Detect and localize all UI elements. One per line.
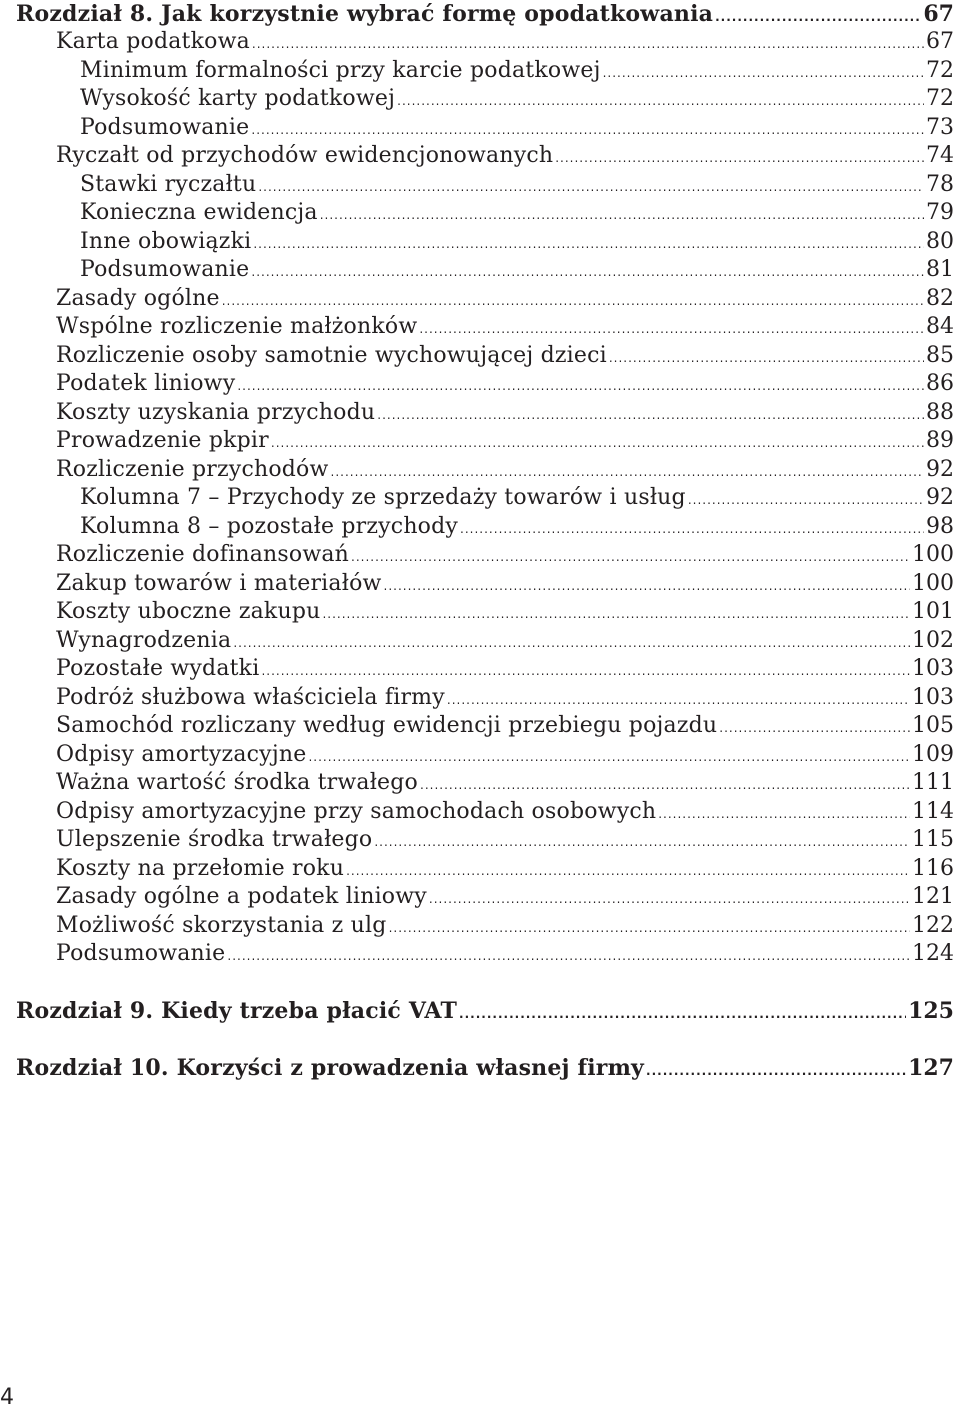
toc-section-entry <box>56 769 954 797</box>
toc-dot-leader <box>377 401 924 429</box>
toc-dot-leader <box>251 258 924 286</box>
toc-entry-title: Zasady ogólne <box>56 286 220 311</box>
toc-section-entry <box>56 741 954 769</box>
toc-section-entry <box>56 541 954 569</box>
toc-dot-leader <box>233 629 910 657</box>
toc-chapter-entry <box>16 1054 954 1082</box>
toc-subsection-entry <box>80 85 954 113</box>
toc-entry-title: Karta podatkowa <box>56 29 250 54</box>
toc-subsection-entry <box>80 513 954 541</box>
toc-entry-page: 103 <box>912 685 954 710</box>
toc-entry-title: Zasady ogólne a podatek liniowy <box>56 884 427 909</box>
toc-entry-title: Rozdział 10. Korzyści z prowadzenia własnej firmy <box>16 1055 645 1081</box>
toc-section-entry <box>56 370 954 398</box>
toc-section-entry <box>56 28 954 56</box>
toc-dot-leader <box>420 771 910 799</box>
toc-entry-title: Rozliczenie osoby samotnie wychowującej dzieci <box>56 343 607 368</box>
toc-entry-page: 82 <box>926 286 954 311</box>
toc-section-entry <box>56 313 954 341</box>
toc-entry-page: 102 <box>912 628 954 653</box>
toc-dot-leader <box>719 714 910 742</box>
toc-entry-page: 101 <box>912 599 954 624</box>
toc-entry-page: 86 <box>926 371 954 396</box>
toc-dot-leader <box>322 600 910 628</box>
toc-entry-title: Kolumna 7 – Przychody ze sprzedaży towarów i usług <box>80 485 686 510</box>
toc-entry-title: Ważna wartość środka trwałego <box>56 770 419 795</box>
toc-entry-title: Stawki ryczałtu <box>80 172 257 197</box>
toc-entry-page: 89 <box>926 428 954 453</box>
toc-entry-title: Podróż służbowa właściciela firmy <box>56 685 445 710</box>
page-number: 4 <box>0 1385 14 1410</box>
toc-dot-leader <box>252 30 924 58</box>
toc-entry-title: Koszty na przełomie roku <box>56 856 345 881</box>
toc-section-entry <box>56 912 954 940</box>
toc-section-entry <box>56 627 954 655</box>
toc-dot-leader <box>603 59 924 87</box>
toc-entry-title: Odpisy amortyzacyjne <box>56 742 307 767</box>
toc-entry-page: 115 <box>912 827 954 852</box>
toc-dot-leader <box>251 116 924 144</box>
toc-section-entry <box>56 142 954 170</box>
toc-dot-leader <box>646 1057 906 1085</box>
toc-subsection-entry <box>80 199 954 227</box>
toc-dot-leader <box>237 372 924 400</box>
toc-entry-page: 92 <box>926 485 954 510</box>
toc-entry-page: 109 <box>912 742 954 767</box>
toc-entry-title: Rozdział 9. Kiedy trzeba płacić VAT <box>16 998 458 1024</box>
toc-entry-page: 92 <box>926 457 954 482</box>
toc-entry-page: 72 <box>926 86 954 111</box>
toc-dot-leader <box>389 914 910 942</box>
toc-chapter-entry <box>16 0 954 28</box>
toc-subsection-entry <box>80 171 954 199</box>
toc-entry-page: 72 <box>926 58 954 83</box>
toc-dot-leader <box>258 173 924 201</box>
toc-entry-page: 98 <box>926 514 954 539</box>
toc-entry-title: Inne obowiązki <box>80 229 252 254</box>
toc-entry-page: 74 <box>926 143 954 168</box>
toc-entry-title: Rozdział 8. Jak korzystnie wybrać formę opodatkowania <box>16 1 714 27</box>
toc-entry-page: 67 <box>923 1 954 27</box>
toc-entry-page: 85 <box>926 343 954 368</box>
toc-section-entry <box>56 570 954 598</box>
toc-dot-leader <box>384 572 910 600</box>
toc-entry-title: Wysokość karty podatkowej <box>80 86 396 111</box>
toc-subsection-entry <box>80 484 954 512</box>
toc-entry-title: Pozostałe wydatki <box>56 656 260 681</box>
toc-dot-leader <box>253 230 924 258</box>
toc-entry-title: Kolumna 8 – pozostałe przychody <box>80 514 459 539</box>
toc-dot-leader <box>271 429 924 457</box>
toc-entry-title: Koszty uzyskania przychodu <box>56 400 376 425</box>
toc-entry-title: Podsumowanie <box>56 941 226 966</box>
toc-entry-page: 73 <box>926 115 954 140</box>
toc-dot-leader <box>308 743 910 771</box>
toc-section-entry <box>56 399 954 427</box>
toc-entry-title: Samochód rozliczany według ewidencji przebiegu pojazdu <box>56 713 718 738</box>
toc-entry-page: 114 <box>912 799 954 824</box>
toc-entry-page: 122 <box>912 913 954 938</box>
toc-dot-leader <box>222 287 924 315</box>
toc-entry-title: Wspólne rozliczenie małżonków <box>56 314 418 339</box>
toc-entry-title: Podsumowanie <box>80 257 250 282</box>
toc-entry-title: Odpisy amortyzacyjne przy samochodach osobowych <box>56 799 657 824</box>
toc-entry-page: 100 <box>912 542 954 567</box>
toc-entry-page: 78 <box>926 172 954 197</box>
toc-dot-leader <box>227 942 910 970</box>
toc-section-entry <box>56 883 954 911</box>
toc-dot-leader <box>715 3 921 31</box>
toc-dot-leader <box>658 800 910 828</box>
toc-entry-page: 103 <box>912 656 954 681</box>
toc-entry-page: 88 <box>926 400 954 425</box>
toc-entry-page: 84 <box>926 314 954 339</box>
toc-dot-leader <box>688 486 924 514</box>
toc-entry-title: Wynagrodzenia <box>56 628 232 653</box>
toc-section-entry <box>56 712 954 740</box>
toc-dot-leader <box>351 543 910 571</box>
toc-entry-title: Rozliczenie dofinansowań <box>56 542 350 567</box>
toc-dot-leader <box>331 458 924 486</box>
toc-section-entry <box>56 342 954 370</box>
toc-section-entry <box>56 940 954 968</box>
toc-section-entry <box>56 285 954 313</box>
toc-entry-page: 127 <box>908 1055 954 1081</box>
toc-entry-page: 80 <box>926 229 954 254</box>
toc-entry-title: Podatek liniowy <box>56 371 236 396</box>
toc-entry-page: 121 <box>912 884 954 909</box>
toc-dot-leader <box>460 515 924 543</box>
toc-entry-title: Konieczna ewidencja <box>80 200 318 225</box>
toc-section-entry <box>56 598 954 626</box>
toc-section-entry <box>56 684 954 712</box>
toc-section-entry <box>56 456 954 484</box>
toc-dot-leader <box>397 87 924 115</box>
toc-entry-page: 81 <box>926 257 954 282</box>
toc-dot-leader <box>346 857 910 885</box>
toc-entry-title: Prowadzenie pkpir <box>56 428 269 453</box>
toc-section-entry <box>56 427 954 455</box>
toc-entry-title: Możliwość skorzystania z ulg <box>56 913 387 938</box>
toc-dot-leader <box>429 885 910 913</box>
toc-dot-leader <box>459 1000 906 1028</box>
toc-dot-leader <box>555 144 924 172</box>
toc-entry-title: Minimum formalności przy karcie podatkowej <box>80 58 601 83</box>
toc-subsection-entry <box>80 114 954 142</box>
toc-entry-title: Ulepszenie środka trwałego <box>56 827 373 852</box>
toc-entry-title: Koszty uboczne zakupu <box>56 599 321 624</box>
toc-dot-leader <box>609 344 924 372</box>
toc-entry-page: 105 <box>912 713 954 738</box>
toc-chapter-entry <box>16 997 954 1025</box>
toc-entry-page: 111 <box>912 770 954 795</box>
toc-dot-leader <box>374 828 910 856</box>
toc-entry-title: Ryczałt od przychodów ewidencjonowanych <box>56 143 554 168</box>
toc-entry-page: 116 <box>912 856 954 881</box>
toc-subsection-entry <box>80 57 954 85</box>
toc-entry-page: 67 <box>926 29 954 54</box>
toc-entry-page: 124 <box>912 941 954 966</box>
toc-entry-page: 100 <box>912 571 954 596</box>
toc-entry-page: 125 <box>908 998 954 1024</box>
toc-entry-title: Zakup towarów i materiałów <box>56 571 382 596</box>
toc-section-entry <box>56 826 954 854</box>
toc-dot-leader <box>447 686 910 714</box>
toc-entry-title: Rozliczenie przychodów <box>56 457 329 482</box>
toc-section-entry <box>56 855 954 883</box>
toc-section-entry <box>56 798 954 826</box>
toc-entry-title: Podsumowanie <box>80 115 250 140</box>
toc-dot-leader <box>419 315 924 343</box>
toc-dot-leader <box>320 201 924 229</box>
toc-section-entry <box>56 655 954 683</box>
toc-entry-page: 79 <box>926 200 954 225</box>
toc-subsection-entry <box>80 256 954 284</box>
toc-subsection-entry <box>80 228 954 256</box>
toc-dot-leader <box>261 657 910 685</box>
